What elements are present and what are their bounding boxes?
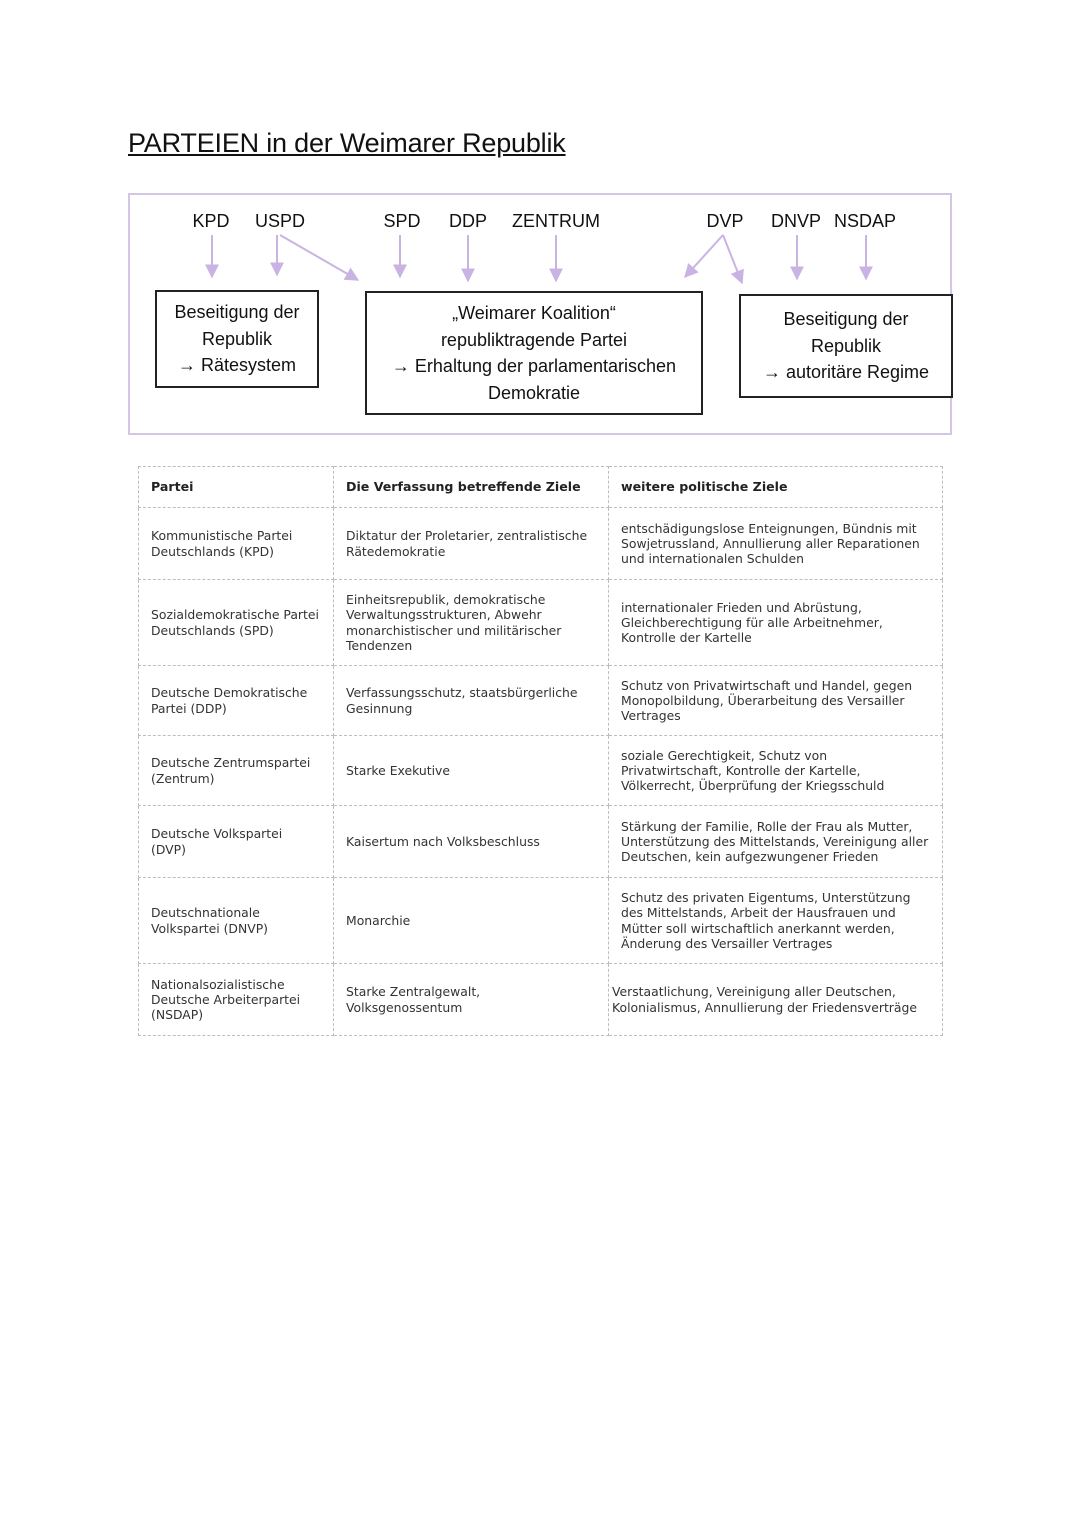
box-left-line-3: → Rätesystem [177,355,297,376]
cell-goals: soziale Gerechtigkeit, Schutz von Privatwirtschaft, Kontrolle der Kartelle, Völkerrecht, Überprüfung der Kriegsschuld [609,736,943,806]
cell-party: Deutsche Zentrumspartei (Zentrum) [139,736,334,806]
cell-party: Deutsche Demokratische Partei (DDP) [139,666,334,736]
party-label-dnvp: DNVP [770,211,822,231]
box-left-line-2: Republik [201,328,273,349]
party-label-ddp: DDP [448,211,488,231]
box-center-weimar-coalition [365,291,703,415]
table-row [139,964,943,1036]
cell-constitution: Starke Exekutive [334,736,609,806]
cell-constitution: Monarchie [334,878,609,964]
box-right-line-2: Republik [810,335,882,356]
cell-party: Nationalsozialistische Deutsche Arbeiterpartei (NSDAP) [139,964,334,1036]
cell-goals: Schutz von Privatwirtschaft und Handel, gegen Monopolbildung, Überarbeitung des Versailler Vertrages [609,666,943,736]
box-center-line-4: Demokratie [487,382,581,403]
party-label-uspd: USPD [254,211,306,231]
cell-goals: Stärkung der Familie, Rolle der Frau als Mutter, Unterstützung des Mittelstands, Vereinigung aller Deutschen, kein aufgezwungener Frieden [609,806,943,878]
cell-party: Deutsche Volkspartei (DVP) [139,806,334,878]
header-constitution-goals: Die Verfassung betreffende Ziele [334,467,609,508]
table-row [139,580,943,666]
table-row [139,736,943,806]
cell-party: Sozialdemokratische Partei Deutschlands (SPD) [139,580,334,666]
cell-goals: entschädigungslose Enteignungen, Bündnis mit Sowjetrussland, Annullierung aller Reparationen und internationalen Schulden [609,508,943,580]
table-row [139,878,943,964]
party-diagram [128,193,952,435]
table-row [139,666,943,736]
party-table [138,466,943,1036]
table-row [139,806,943,878]
cell-goals: internationaler Frieden und Abrüstung, Gleichberechtigung für alle Arbeitnehmer, Kontrolle der Kartelle [609,580,943,666]
party-label-zentrum: ZENTRUM [512,211,600,231]
arrow-uspd-right [280,235,358,280]
arrow-dvp-right [723,235,742,283]
cell-constitution: Verfassungsschutz, staatsbürgerliche Gesinnung [334,666,609,736]
cell-party: Kommunistische Partei Deutschlands (KPD) [139,508,334,580]
table-header-row [139,467,943,508]
box-right-line-3: → autoritäre Regime [762,362,930,383]
cell-goals: Verstaatlichung, Vereinigung aller Deutschen, Kolonialismus, Annullierung der Friedensverträge [609,964,943,1036]
cell-goals: Schutz des privaten Eigentums, Unterstützung des Mittelstands, Arbeit der Hausfrauen und Mütter soll wirtschaftlich anerkannt werden, Änderung des Versailler Vertrages [609,878,943,964]
cell-party: Deutschnationale Volkspartei (DNVP) [139,878,334,964]
party-label-nsdap: NSDAP [833,211,897,231]
party-table-wrapper [138,466,942,1036]
arrow-dvp-left [685,235,723,277]
page-title: PARTEIEN in der Weimarer Republik [128,128,566,158]
box-left-remove-republic [155,290,319,388]
party-label-spd: SPD [383,211,421,231]
box-right-line-1: Beseitigung der [783,309,909,330]
table-row [139,508,943,580]
box-center-line-3: → Erhaltung der parlamentarischen [391,356,677,376]
header-party: Partei [139,467,334,508]
box-center-line-1: „Weimarer Koalition“ [452,303,616,323]
party-label-dvp: DVP [706,211,744,231]
party-label-kpd: KPD [192,211,230,231]
box-right-remove-republic [739,294,953,398]
cell-constitution: Kaisertum nach Volksbeschluss [334,806,609,878]
cell-constitution: Diktatur der Proletarier, zentralistische Rätedemokratie [334,508,609,580]
box-center-line-2: republiktragende Partei [440,329,628,350]
cell-constitution: Einheitsrepublik, demokratische Verwaltungsstrukturen, Abwehr monarchistischer und militärischer Tendenzen [334,580,609,666]
cell-constitution: Starke Zentralgewalt, Volksgenossentum [334,964,609,1036]
header-political-goals: weitere politische Ziele [609,467,943,508]
box-left-line-1: Beseitigung der [174,302,300,323]
